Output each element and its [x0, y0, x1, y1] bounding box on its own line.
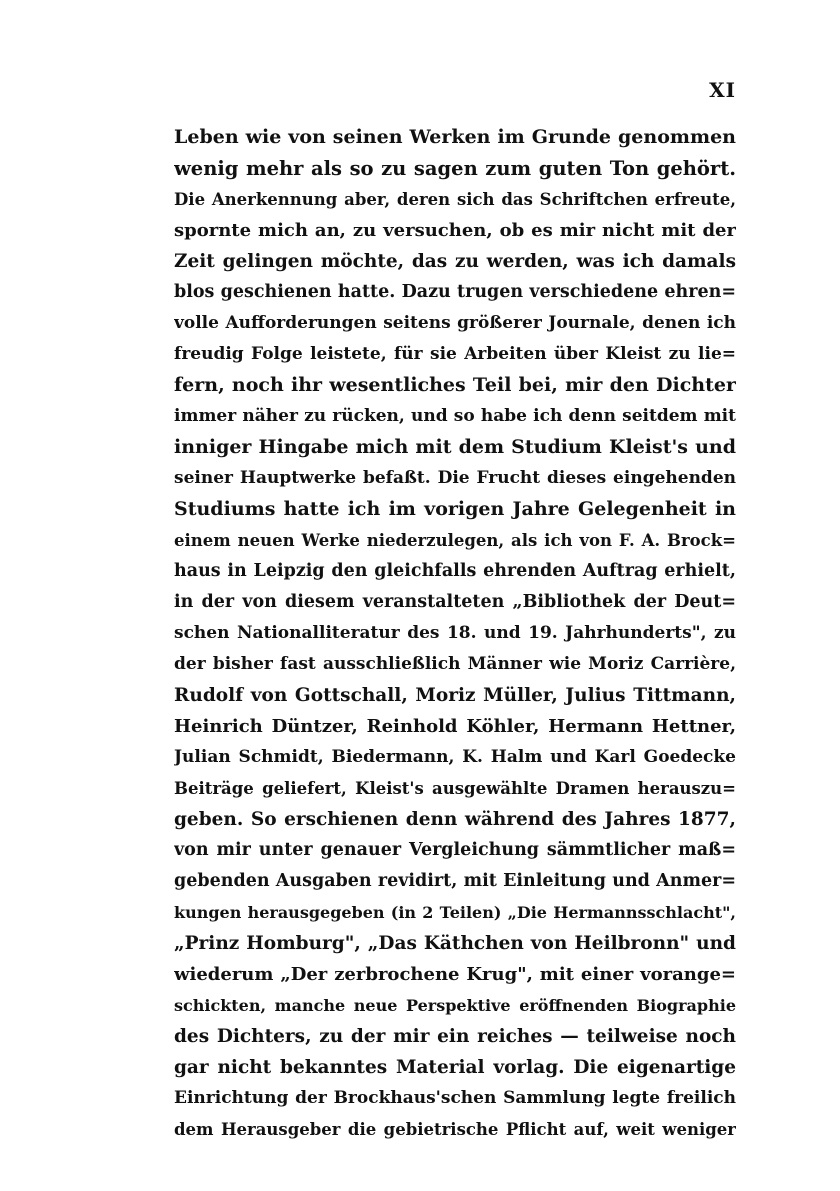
text-line: der bisher fast ausschließlich Männer wie Moriz Carrière,: [174, 654, 736, 674]
text-line: schickten, manche neue Perspektive eröffnenden Biographie: [174, 996, 736, 1015]
text-line: Studiums hatte ich im vorigen Jahre Gelegenheit in: [174, 498, 736, 520]
text-line: Rudolf von Gottschall, Moriz Müller, Julius Tittmann,: [174, 685, 736, 706]
text-line: von mir unter genauer Vergleichung sämmtlicher maß=: [174, 840, 736, 860]
page-number: XI: [709, 78, 736, 102]
text-line: „Prinz Homburg", „Das Käthchen von Heilbronn" und: [174, 933, 736, 954]
text-line: spornte mich an, zu versuchen, ob es mir nicht mit der: [174, 220, 736, 241]
text-line: einem neuen Werke niederzulegen, als ich von F. A. Brock=: [174, 531, 736, 550]
text-line: blos geschienen hatte. Dazu trugen verschiedene ehren=: [174, 282, 736, 302]
text-line: dem Herausgeber die gebietrische Pflicht auf, weit weniger: [174, 1120, 736, 1139]
text-line: kungen herausgegeben (in 2 Teilen) „Die Hermannsschlacht",: [174, 903, 736, 922]
text-line: gebenden Ausgaben revidirt, mit Einleitung und Anmer=: [174, 871, 736, 891]
text-line: Heinrich Düntzer, Reinhold Köhler, Hermann Hettner,: [174, 716, 736, 737]
text-line: in der von diesem veranstalteten „Bibliothek der Deut=: [174, 592, 736, 612]
text-line: gar nicht bekanntes Material vorlag. Die eigenartige: [174, 1057, 736, 1078]
text-line: haus in Leipzig den gleichfalls ehrenden Auftrag erhielt,: [174, 561, 736, 581]
text-line: wenig mehr als so zu sagen zum guten Ton gehört.: [174, 157, 736, 180]
text-line: immer näher zu rücken, und so habe ich denn seitdem mit: [174, 406, 736, 426]
text-line: fern, noch ihr wesentliches Teil bei, mir den Dichter: [174, 374, 736, 396]
text-line: wiederum „Der zerbrochene Krug", mit einer vorange=: [174, 964, 736, 985]
text-line: Einrichtung der Brockhaus'schen Sammlung legte freilich: [174, 1088, 736, 1108]
body-text: [174, 122, 736, 1145]
text-line: inniger Hingabe mich mit dem Studium Kleist's und: [174, 436, 736, 458]
text-line: Die Anerkennung aber, deren sich das Schriftchen erfreute,: [174, 190, 736, 209]
text-line: Leben wie von seinen Werken im Grunde genommen: [174, 126, 736, 148]
text-line: Zeit gelingen möchte, das zu werden, was ich damals: [174, 251, 736, 272]
text-line: freudig Folge leistete, für sie Arbeiten über Kleist zu lie=: [174, 344, 736, 364]
text-line: Julian Schmidt, Biedermann, K. Halm und Karl Goedecke: [174, 747, 736, 767]
text-line: schen Nationalliteratur des 18. und 19. Jahrhunderts", zu: [174, 623, 736, 643]
text-line: geben. So erschienen denn während des Jahres 1877,: [174, 809, 736, 830]
text-line: Beiträge geliefert, Kleist's ausgewählte Dramen herauszu=: [174, 779, 736, 798]
text-line: des Dichters, zu der mir ein reiches — teilweise noch: [174, 1026, 736, 1047]
text-line: volle Aufforderungen seitens größerer Journale, denen ich: [174, 313, 736, 333]
text-line: seiner Hauptwerke befaßt. Die Frucht dieses eingehenden: [174, 468, 736, 488]
